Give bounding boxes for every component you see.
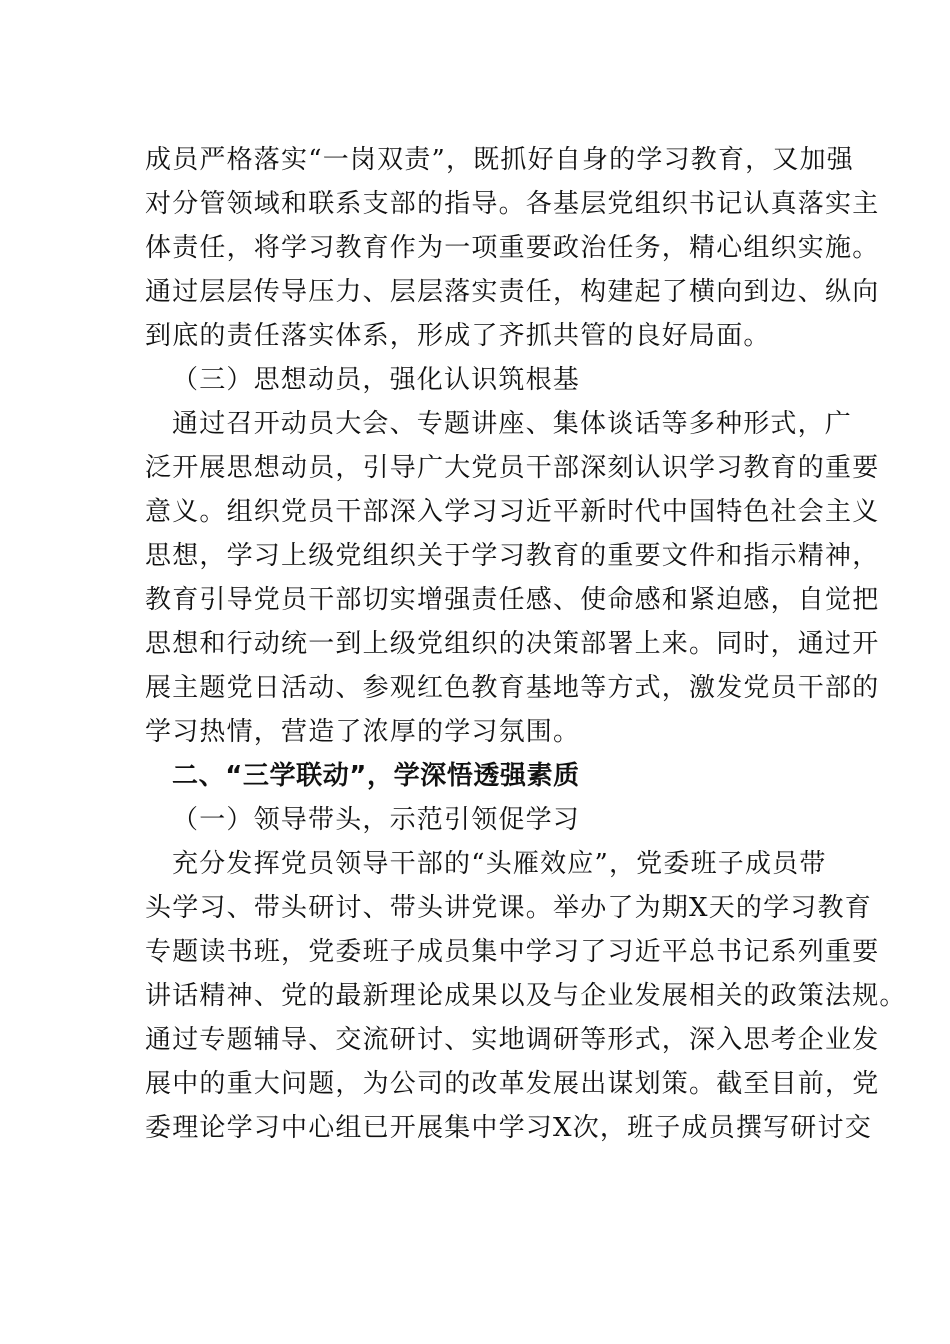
body-text-line: 泛开展思想动员，引导广大党员干部深刻认识学习教育的重要: [145, 453, 880, 483]
body-text-line: 教育引导党员干部切实增强责任感、使命感和紧迫感，自觉把: [145, 585, 880, 615]
body-text-line: 对分管领域和联系支部的指导。各基层党组织书记认真落实主: [145, 189, 880, 219]
body-text-line: 成员严格落实“一岗双责”，既抓好自身的学习教育，又加强: [145, 145, 854, 175]
subsection-heading: （三）思想动员，强化认识筑根基: [172, 365, 581, 395]
body-text-line: 到底的责任落实体系，形成了齐抓共管的良好局面。: [145, 321, 771, 351]
section-heading: 二、“三学联动”，学深悟透强素质: [172, 761, 580, 791]
body-text-line: 展主题党日活动、参观红色教育基地等方式，激发党员干部的: [145, 673, 880, 703]
body-text-line: 讲话精神、党的最新理论成果以及与企业发展相关的政策法规。: [145, 981, 907, 1011]
body-text-line: 头学习、带头研讨、带头讲党课。举办了为期X天的学习教育: [145, 893, 872, 923]
body-text-line: 学习热情，营造了浓厚的学习氛围。: [145, 717, 581, 747]
body-text-line: 委理论学习中心组已开展集中学习X次，班子成员撰写研讨交: [145, 1113, 872, 1143]
body-text-line: 通过专题辅导、交流研讨、实地调研等形式，深入思考企业发: [145, 1025, 880, 1055]
body-text-line: 专题读书班，党委班子成员集中学习了习近平总书记系列重要: [145, 937, 880, 967]
body-text-line: 思想和行动统一到上级党组织的决策部署上来。同时，通过开: [145, 629, 880, 659]
body-text-line: 展中的重大问题，为公司的改革发展出谋划策。截至目前，党: [145, 1069, 880, 1099]
body-text-line: 体责任，将学习教育作为一项重要政治任务，精心组织实施。: [145, 233, 880, 263]
body-text-line: 意义。组织党员干部深入学习习近平新时代中国特色社会主义: [145, 497, 880, 527]
body-text-line: 思想，学习上级党组织关于学习教育的重要文件和指示精神，: [145, 541, 880, 571]
body-text-line: 充分发挥党员领导干部的“头雁效应”，党委班子成员带: [172, 849, 827, 879]
subsection-heading: （一）领导带头，示范引领促学习: [172, 805, 581, 835]
body-text-line: 通过召开动员大会、专题讲座、集体谈话等多种形式，广: [172, 409, 853, 439]
body-text-line: 通过层层传导压力、层层落实责任，构建起了横向到边、纵向: [145, 277, 880, 307]
